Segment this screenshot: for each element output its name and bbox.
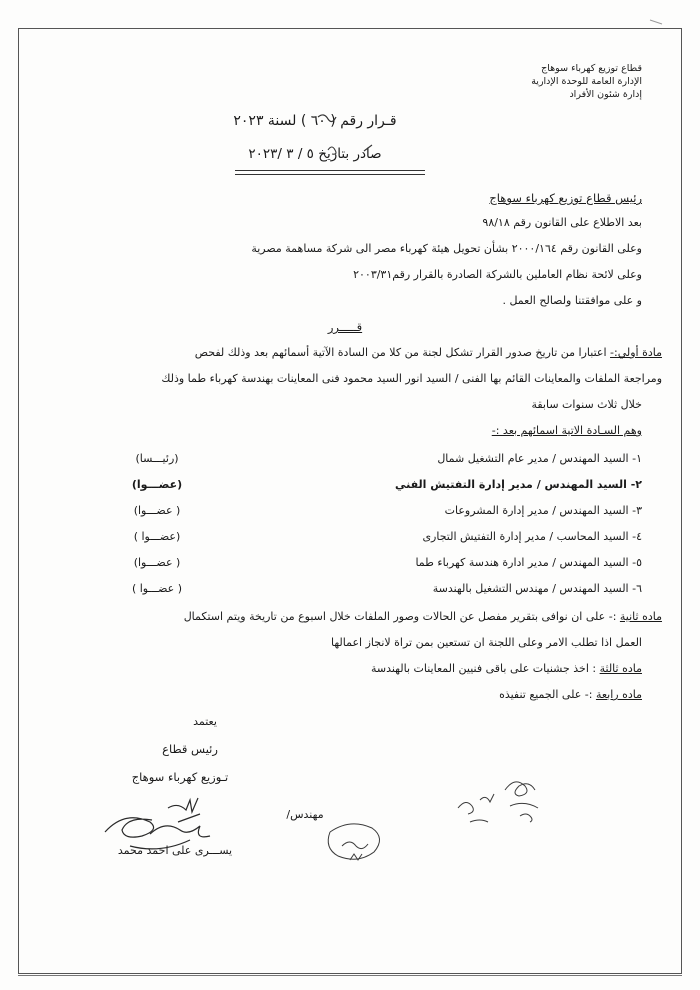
member-text: ١- السيد المهندس / مدير عام التشغيل شمال [437, 452, 642, 465]
article-1-line-2: ومراجعة الملفات والمعاينات القائم بها الفنى / السيد انور السيد محمود فنى المعاينات بهندسة كهرباء طما وذلك [161, 372, 662, 385]
article-1-text: اعتبارا من تاريخ صدور القرار تشكل لجنة من كلا من السادة الآتية أسمائهم بعد وذلك لفحص [194, 346, 611, 359]
member-role: (عضـــوا) [131, 478, 183, 491]
signatory-title-1: رئيس قطاع [162, 742, 218, 756]
article-1-label: مادة أولي:- [610, 346, 662, 359]
initials-scribble [458, 782, 538, 822]
preamble-heading: رئيس قطاع توزيع كهرباء سوهاج [489, 191, 642, 205]
letterhead-general-admin: الإدارة العامة للوحدة الإدارية [531, 76, 642, 87]
member-text: ٣- السيد المهندس / مدير إدارة المشروعات [444, 504, 642, 517]
article-1-line-3: خلال ثلاث سنوات سابقة [531, 398, 642, 411]
members-heading: وهم السـادة الاتية اسمائهم بعد :- [491, 424, 642, 437]
decision-title: قـرار رقم ( ٦٠ ) لسنة ٢٠٢٣ [233, 113, 397, 129]
member-role: ( عضـــوا) [133, 556, 181, 569]
article-2-line-2: العمل اذا تطلب الامر وعلى اللجنة ان تستعين بمن تراة لانجاز اعمالها [330, 636, 642, 649]
signatory-name: يســـرى على احمد محمد [117, 844, 233, 857]
circled-note [328, 824, 379, 860]
member-role: (رئيـــسا) [135, 452, 179, 465]
member-text: ٦- السيد المهندس / مهندس التشغيل بالهندسة [432, 582, 642, 595]
chairman-signature [105, 798, 210, 849]
preamble-line-2: وعلى القانون رقم ٢٠٠٠/١٦٤ بشأن تحويل هيئة كهرباء مصر الى شركة مساهمة مصرية [251, 242, 642, 255]
article-2-label: ماده ثانية [619, 610, 662, 623]
member-text: ٢- السيد المهندس / مدير إدارة التفتيش الفني [394, 478, 642, 491]
article-4-text: :- على الجميع تنفيذه [499, 688, 596, 701]
article-3-label: ماده ثالثة [599, 662, 642, 675]
signatory-title-2: تـوزيع كهرباء سوهاج [131, 770, 229, 784]
article-4-label: ماده رابعة [595, 688, 642, 701]
approval-label: يعتمد [193, 715, 217, 728]
letterhead-hr-admin: إدارة شئون الأفراد [569, 89, 642, 100]
decides-heading: قـــــرر [327, 320, 363, 334]
article-2-text: :- على ان نوافى بتقرير مفصل عن الحالات وصور الملفات خلال اسبوع من تاريخة ويتم استكمال [183, 610, 620, 623]
member-text: ٤- السيد المحاسب / مدير إدارة التفتيش التجارى [422, 530, 642, 543]
preamble-line-3: وعلى لائحة نظام العاملين بالشركة الصادرة بالقرار رقم٢٠٠٣/٣١ [353, 268, 642, 281]
letterhead-sector: قطاع توزيع كهرباء سوهاج [541, 63, 642, 74]
preamble-line-1: بعد الاطلاع على القانون رقم ٩٨/١٨ [482, 216, 642, 229]
engineer-label: مهندس/ [286, 808, 324, 821]
member-text: ٥- السيد المهندس / مدير ادارة هندسة كهرباء طما [415, 556, 642, 569]
decision-date: صادر بتاريخ ٥ / ٣ /٢٠٢٣ [248, 146, 382, 162]
member-role: ( عضـــوا) [133, 504, 181, 517]
member-role: ( عضـــوا ) [131, 582, 183, 595]
member-role: (عضـــوا ) [133, 530, 181, 543]
preamble-line-4: و على موافقتنا ولصالح العمل . [502, 294, 642, 307]
article-3-text: : اخذ جشنيات على باقى فنيين المعاينات بالهندسة [370, 662, 600, 675]
